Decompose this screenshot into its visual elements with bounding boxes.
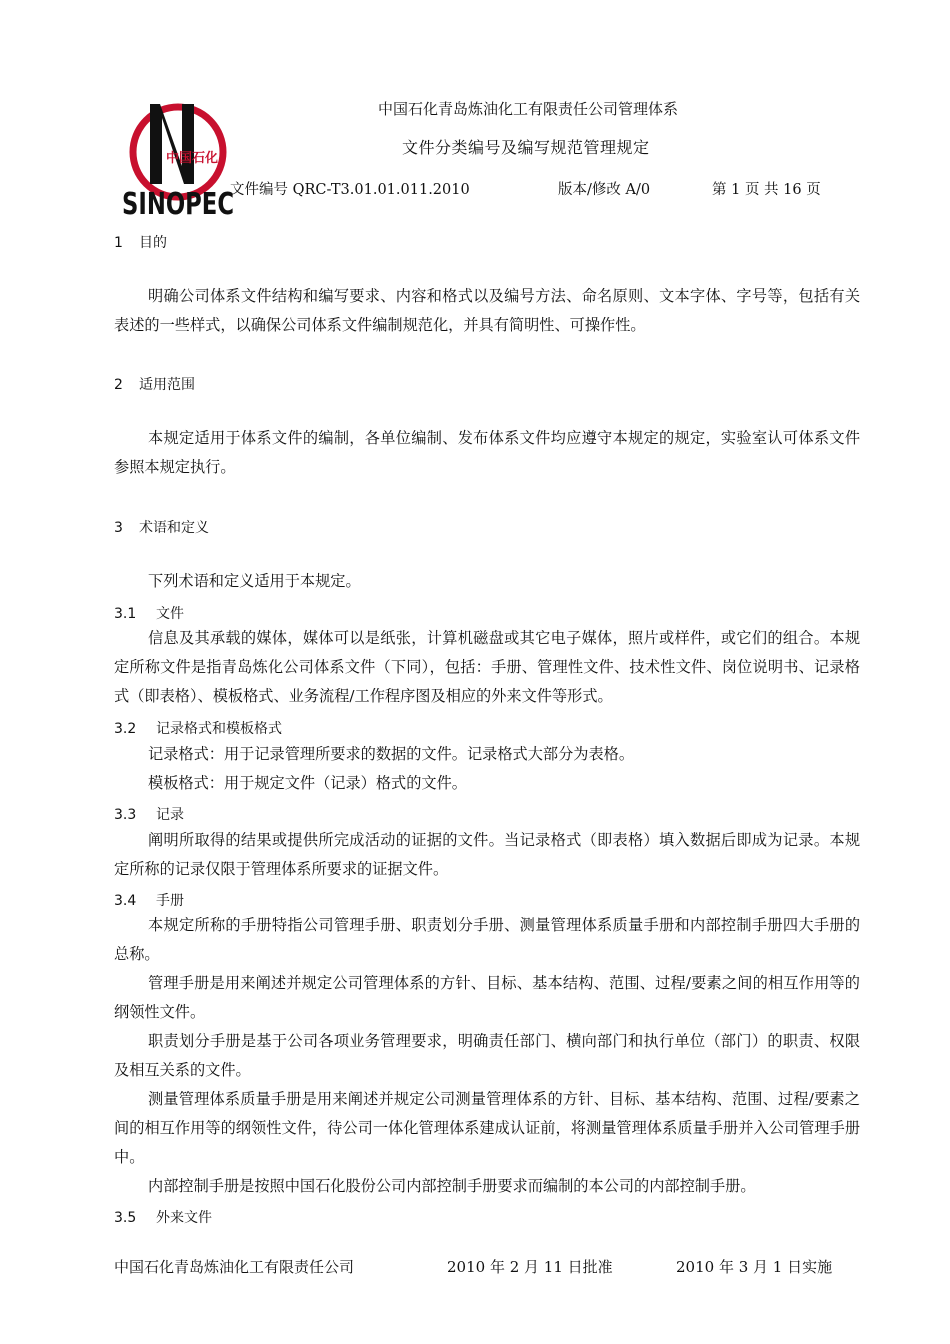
subsection-title: 记录 <box>156 807 184 823</box>
section-number: 1 <box>114 235 123 251</box>
subsection-number: 3.3 <box>114 807 137 823</box>
paragraph-text: 内部控制手册是按照中国石化股份公司内部控制手册要求而编制的本公司的内部控制手册。 <box>148 1177 756 1195</box>
subsection-heading <box>114 603 184 623</box>
section-number: 2 <box>114 377 123 393</box>
subsection-paragraph <box>114 624 860 711</box>
sinopec-logo <box>120 96 238 220</box>
section-heading <box>114 374 195 394</box>
subsection-title: 记录格式和模板格式 <box>156 721 282 737</box>
section-title: 术语和定义 <box>139 520 209 536</box>
section-paragraph <box>114 424 860 482</box>
document-version: 版本/修改 A/0 <box>558 182 651 198</box>
paragraph-text: 本规定所称的手册特指公司管理手册、职责划分手册、测量管理体系质量手册和内部控制手册四大手册的总称。 <box>114 916 860 963</box>
paragraph-text: 模板格式：用于规定文件（记录）格式的文件。 <box>148 774 467 792</box>
paragraph-text: 本规定适用于体系文件的编制，各单位编制、发布体系文件均应遵守本规定的规定，实验室认可体系文件参照本规定执行。 <box>114 429 860 476</box>
section-paragraph <box>114 282 860 340</box>
paragraph-text: 管理手册是用来阐述并规定公司管理体系的方针、目标、基本结构、范围、过程/要素之间的相互作用等的纲领性文件。 <box>114 974 860 1021</box>
footer-approved-date: 2010 年 2 月 11 日批准 <box>447 1258 613 1276</box>
paragraph-text: 下列术语和定义适用于本规定。 <box>148 572 361 590</box>
section-title: 适用范围 <box>139 377 195 393</box>
section-title: 目的 <box>139 235 167 251</box>
document-number: 文件编号 QRC-T3.01.01.011.2010 <box>230 182 470 198</box>
section-heading <box>114 517 209 537</box>
section-number: 3 <box>114 520 123 536</box>
section-paragraph <box>114 567 860 596</box>
footer-company: 中国石化青岛炼油化工有限责任公司 <box>114 1258 355 1276</box>
subsection-number: 3.5 <box>114 1210 137 1226</box>
paragraph-text: 记录格式：用于记录管理所要求的数据的文件。记录格式大部分为表格。 <box>148 745 634 763</box>
logo-brand-text: SINOPEC <box>122 187 234 222</box>
paragraph-text: 阐明所取得的结果或提供所完成活动的证据的文件。当记录格式（即表格）填入数据后即成为记录。本规定所称的记录仅限于管理体系所要求的证据文件。 <box>114 831 860 878</box>
footer-effective-date: 2010 年 3 月 1 日实施 <box>676 1258 833 1276</box>
subsection-heading <box>114 890 184 910</box>
subsection-title: 手册 <box>156 893 184 909</box>
subsection-paragraph <box>114 740 860 798</box>
paragraph-text: 测量管理体系质量手册是用来阐述并规定公司测量管理体系的方针、目标、基本结构、范围、过程/要素之间的相互作用等的纲领性文件，待公司一体化管理体系建成认证前，将测量管理体系质量手册并入公司管理手册中。 <box>114 1090 860 1166</box>
subsection-title: 文件 <box>156 606 184 622</box>
document-title: 文件分类编号及编写规范管理规定 <box>402 138 650 157</box>
subsection-number: 3.1 <box>114 606 137 622</box>
subsection-paragraph <box>114 911 860 1201</box>
page-info: 第 1 页 共 16 页 <box>712 182 821 198</box>
subsection-heading <box>114 718 282 738</box>
subsection-number: 3.4 <box>114 893 137 909</box>
logo-emblem-text: 中国石化 <box>166 151 219 166</box>
subsection-heading <box>114 1207 212 1227</box>
subsection-title: 外来文件 <box>156 1210 212 1226</box>
paragraph-text: 明确公司体系文件结构和编写要求、内容和格式以及编号方法、命名原则、文本字体、字号等，包括有关表述的一些样式，以确保公司体系文件编制规范化，并具有简明性、可操作性。 <box>114 287 860 334</box>
paragraph-text: 信息及其承载的媒体，媒体可以是纸张，计算机磁盘或其它电子媒体，照片或样件，或它们的组合。本规定所称文件是指青岛炼化公司体系文件（下同），包括：手册、管理性文件、技术性文件、岗位说明书、记录格式（即表格）、模板格式、业务流程/工作程序图及相应的外来文件等形式。 <box>114 629 860 705</box>
subsection-number: 3.2 <box>114 721 137 737</box>
paragraph-text: 职责划分手册是基于公司各项业务管理要求，明确责任部门、横向部门和执行单位（部门）的职责、权限及相互关系的文件。 <box>114 1032 860 1079</box>
section-heading <box>114 232 167 252</box>
company-system-header: 中国石化青岛炼油化工有限责任公司管理体系 <box>378 100 679 118</box>
subsection-paragraph <box>114 826 860 884</box>
subsection-heading <box>114 804 184 824</box>
